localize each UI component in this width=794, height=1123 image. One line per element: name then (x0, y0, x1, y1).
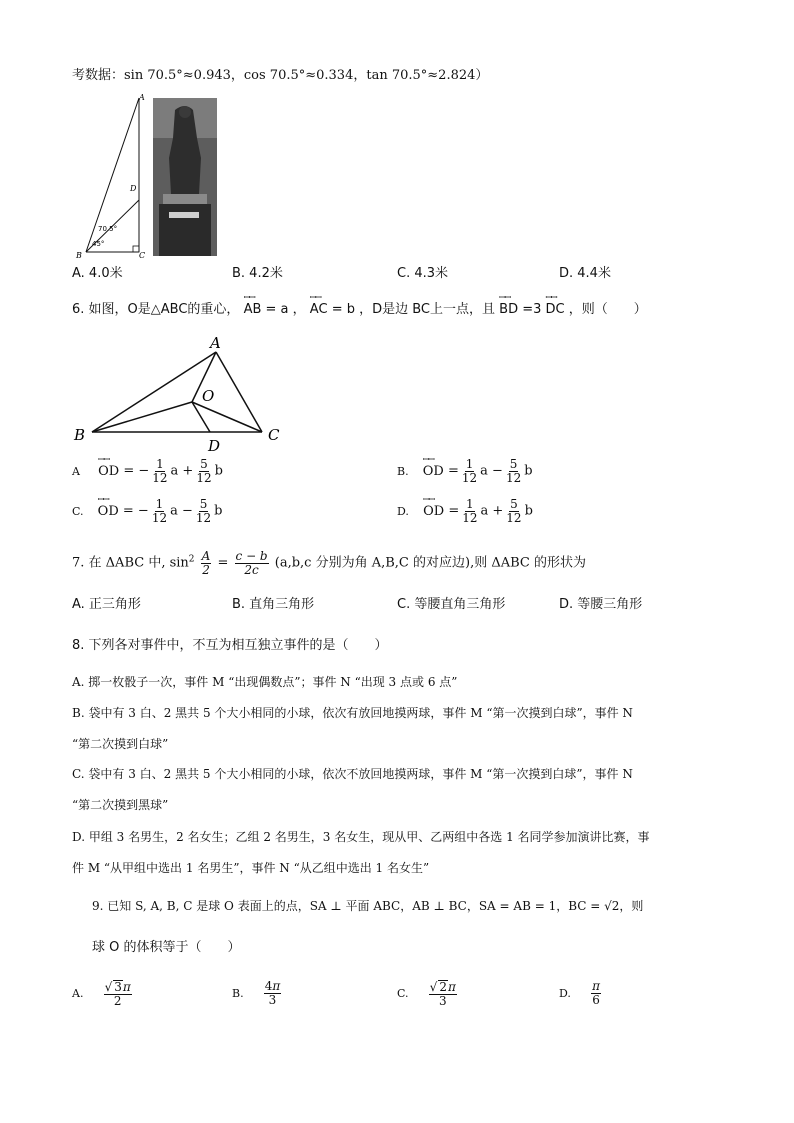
q9-option-b[interactable]: B. $\frac{4\pi}{3}$ (232, 979, 281, 1007)
q6-stem-start: 6. 如图，O是△ABC的重心， (72, 302, 240, 317)
fig5-label-d: D (130, 184, 137, 193)
vector-bd: ꟷꟷ BD (499, 302, 518, 318)
fig6-label-b: B (74, 426, 86, 444)
q5-option-c[interactable]: C. 4.3米 (397, 266, 449, 281)
q9-stem-line1: 9. 已知 S, A, B, C 是球 O 表面上的点，SA ⊥ 平面 ABC，AB ⊥ BC，SA = AB = 1，BC = √2，则 (92, 899, 644, 913)
q6-option-d[interactable]: D. ꟷꟷ OD = $\frac{1}{12}$ a + $\frac{5}{12}$ b (397, 498, 533, 524)
intro-text: 考数据：sin 70.5°≈0.943，cos 70.5°≈0.334，tan 70.5°≈2.824） (72, 68, 489, 83)
q9-stem-line2: 球 O 的体积等于（ ） (92, 940, 241, 955)
q6-option-d-od: ꟷꟷ OD (423, 504, 444, 520)
q8-option-a[interactable]: A. 掷一枚骰子一次，事件 M “出现偶数点”；事件 N “出现 3 点或 6 点” (72, 675, 458, 689)
q8-option-c-line2: “第二次摸到黑球” (72, 798, 169, 812)
q6-option-b[interactable]: B. ꟷꟷ OD = $\frac{1}{12}$ a − $\frac{5}{12}$ b (397, 458, 533, 484)
q7-stem-pre: 7. 在 ΔABC 中, sin (72, 555, 189, 571)
q6-option-a-label: A (72, 464, 80, 478)
fig6-label-c: C (268, 426, 280, 444)
q8-option-d-line2: 件 M “从甲组中选出 1 名男生”，事件 N “从乙组中选出 1 名女生” (72, 861, 430, 875)
q8-option-b-line1[interactable]: B. 袋中有 3 白、2 黑共 5 个大小相同的小球，依次有放回地摸两球，事件 M “第一次摸到白球”，事件 N (72, 706, 633, 720)
q8-option-d-line1[interactable]: D. 甲组 3 名男生，2 名女生；乙组 2 名男生，3 名女生，现从甲、乙两组中各选 1 名同学参加演讲比赛，事 (72, 830, 650, 844)
fig5-label-a: A (139, 93, 145, 102)
vector-ab: ꟷꟷ AB (244, 302, 262, 318)
vector-dc: ꟷꟷ DC (546, 302, 565, 318)
q7-option-d[interactable]: D. 等腰三角形 (559, 597, 643, 612)
q6-option-a[interactable]: A ꟷꟷ OD = − $\frac{1}{12}$ a + $\frac{5}{12}$ b (72, 458, 223, 484)
q9-option-a[interactable]: A. $\frac{√ 3\pi}{2}$ (72, 980, 131, 1008)
q6-stem (72, 302, 647, 318)
q7-frac2-num: c − b (235, 549, 268, 563)
q5-option-b[interactable]: B. 4.2米 (232, 266, 283, 281)
q9-option-c-label: C. (397, 987, 409, 1001)
q5-option-a[interactable]: A. 4.0米 (72, 266, 123, 281)
q7-sup: 2 (188, 554, 195, 565)
q8-option-c-line1[interactable]: C. 袋中有 3 白、2 黑共 5 个大小相同的小球，依次不放回地摸两球，事件 M “第一次摸到白球”，事件 N (72, 767, 633, 781)
q5-option-d[interactable]: D. 4.4米 (559, 266, 611, 281)
q6-triangle-figure (68, 330, 298, 460)
q9-option-b-label: B. (232, 986, 244, 1000)
q7-option-c[interactable]: C. 等腰直角三角形 (397, 597, 506, 612)
fig5-angle-70: 70.5° (98, 225, 118, 233)
q6-option-c-od: ꟷꟷ OD (98, 504, 119, 520)
q7-stem-post: (a,b,c 分别为角 A,B,C 的对应边),则 ΔABC 的形状为 (274, 555, 586, 571)
q7-stem: 7. 在 ΔABC 中, $\sin^2$ $\frac{A}{2}$ = $\frac{c - b}{2c}$ (a,b,c 分别为角 A,B,C 的对应边),则 ΔABC 的形状为 (72, 549, 586, 577)
q6-option-d-label: D. (397, 504, 409, 518)
q7-option-a[interactable]: A. 正三角形 (72, 597, 141, 612)
q6-stem-end: ，则（ ） (568, 302, 647, 317)
q6-option-a-od: ꟷꟷ OD (98, 464, 119, 480)
q9-option-a-label: A. (72, 987, 84, 1001)
q6-stem-eq3: =3 (522, 302, 542, 317)
q6-option-b-od: ꟷꟷ OD (423, 464, 444, 480)
fig6-label-a: A (210, 334, 221, 352)
q9-option-c[interactable]: C. $\frac{√ 2\pi}{3}$ (397, 980, 456, 1008)
q6-option-c-label: C. (72, 504, 84, 518)
q5-triangle-figure (62, 90, 152, 260)
q6-option-b-label: B. (397, 464, 409, 478)
fig5-label-b: B (76, 251, 82, 260)
q6-stem-eq-b: = b ，D是边 BC上一点，且 (331, 302, 496, 317)
q9-option-d-label: D. (559, 986, 571, 1000)
fig6-label-o: O (202, 387, 215, 405)
q6-option-c[interactable]: C. ꟷꟷ OD = − $\frac{1}{12}$ a − $\frac{5}{12}$ b (72, 498, 223, 524)
fig5-label-c: C (139, 251, 146, 260)
q8-stem: 8. 下列各对事件中，不互为相互独立事件的是（ ） (72, 638, 388, 653)
q6-stem-eq-a: = a ， (265, 302, 306, 317)
q7-frac2-den: 2c (244, 562, 259, 577)
vector-ac: ꟷꟷ AC (310, 302, 328, 318)
q7-option-b[interactable]: B. 直角三角形 (232, 597, 315, 612)
statue-photo (153, 98, 217, 256)
fig5-angle-45: 45° (92, 240, 105, 248)
q7-frac1-num: A (201, 549, 211, 563)
q8-option-b-line2: “第二次摸到白球” (72, 737, 169, 751)
q7-frac1-den: 2 (202, 562, 210, 577)
q9-option-d[interactable]: D. $\frac{\pi}{6}$ (559, 979, 600, 1007)
fig6-label-d: D (208, 437, 221, 455)
